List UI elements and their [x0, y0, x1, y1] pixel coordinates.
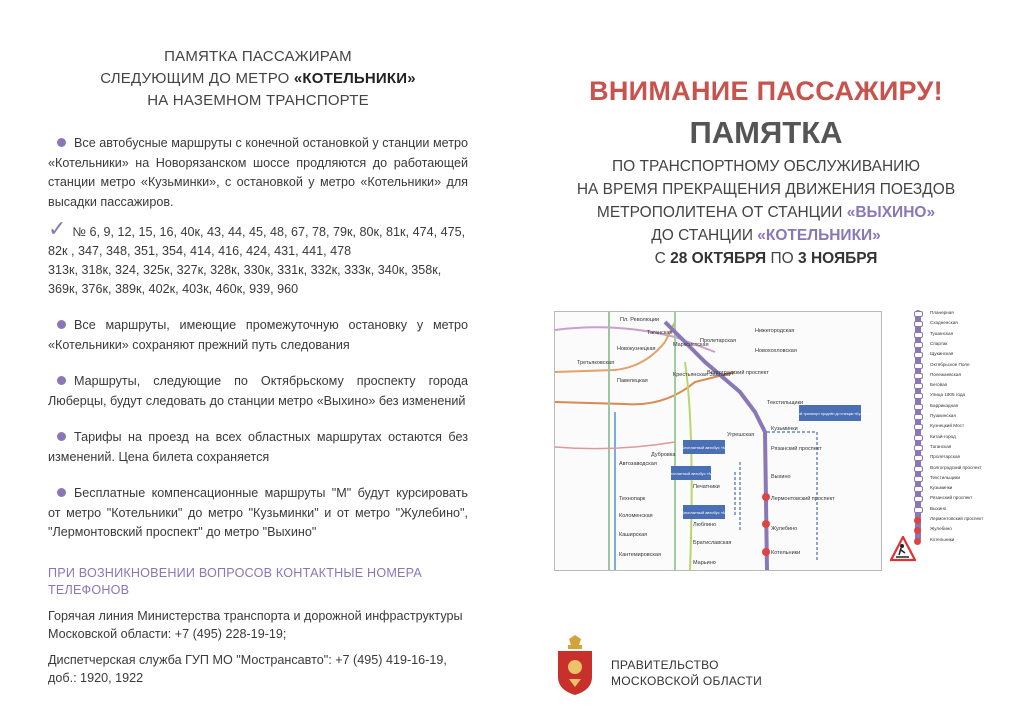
station-name: Сходненская	[930, 320, 958, 326]
map-label: Печатники	[693, 484, 720, 490]
dates-prefix: С	[654, 250, 671, 267]
map-label: Братиславская	[693, 540, 732, 546]
map-label: Лермонтовский проспект	[771, 496, 835, 502]
map-label: Каширская	[619, 532, 648, 538]
station-name: Жулебино	[930, 526, 952, 532]
map-label: Люблино	[693, 522, 717, 528]
station-kotelniki: «КОТЕЛЬНИКИ»	[757, 227, 881, 244]
station-name: Беговая	[930, 382, 948, 388]
map-label: Дубровка	[651, 452, 676, 458]
list-item	[48, 428, 468, 467]
station-marker	[914, 321, 923, 327]
station-marker	[914, 455, 923, 461]
oblast-bus-label: Областной транспорт продлён до станции «Кузьминки»	[784, 412, 876, 416]
government-logo-block	[555, 635, 785, 695]
map-label: Автозаводская	[619, 461, 657, 467]
station-name: Пролетарская	[930, 454, 961, 460]
line-scheme	[912, 308, 1020, 578]
attention-heading: ВНИМАНИЕ ПАССАЖИРУ!	[589, 76, 943, 106]
repair-works-icon	[890, 536, 916, 562]
map-label: Пролетарская	[700, 338, 736, 344]
gov-line2: МОСКОВСКОЙ ОБЛАСТИ	[611, 674, 763, 688]
bullet-icon	[57, 432, 66, 441]
subtitle-line4-prefix: ДО СТАНЦИИ	[651, 227, 758, 244]
subtitle-dates	[555, 247, 977, 270]
station-name: Полежаевская	[930, 371, 961, 377]
item-text: Все автобусные маршруты с конечной остановкой у станции метро «Котельники» на Новорязанском шоссе продляются до работающей станции метро «Кузьминки», с остановкой у метро «Котельники» для высадки пассажиров.	[48, 136, 468, 209]
station-marker	[914, 373, 923, 379]
map-label: Марьино	[693, 560, 716, 566]
date-end: 3 НОЯБРЯ	[798, 250, 878, 267]
station-name: Планерная	[930, 310, 954, 315]
gov-line1: ПРАВИТЕЛЬСТВО	[611, 658, 719, 672]
station-marker	[914, 414, 923, 420]
item-text: Все маршруты, имеющие промежуточную остановку у метро «Котельники» сохраняют прежний путь следования	[48, 318, 468, 352]
bus-sign-label: Бесплатный автобус «М»	[681, 445, 729, 450]
station-marker	[914, 342, 923, 348]
list-item	[48, 134, 468, 212]
memo-heading: ПАМЯТКА	[689, 115, 843, 150]
station-marker	[914, 507, 923, 513]
right-column	[555, 76, 977, 270]
map-label: Новохохловская	[755, 348, 797, 354]
station-name: Лермонтовский проспект	[930, 516, 984, 521]
metro-map	[554, 311, 882, 571]
metro-map-svg	[555, 312, 881, 570]
station-name: Котельники	[930, 536, 955, 542]
map-label: Пл. Революции	[620, 317, 660, 323]
list-item	[48, 484, 468, 543]
left-column	[48, 46, 468, 687]
station-marker	[914, 363, 923, 369]
station-name: Рязанский проспект	[930, 495, 973, 501]
station-marker	[914, 424, 923, 430]
station-name: Таганская	[930, 443, 952, 449]
subtitle-line3	[555, 201, 977, 224]
station-name: Кузнецкий Мост	[930, 423, 965, 429]
map-label: Третьяковская	[577, 360, 615, 366]
station-marker	[914, 393, 923, 399]
map-label: Кузьминки	[771, 426, 798, 432]
bullet-icon	[57, 488, 66, 497]
moscow-oblast-emblem-icon	[555, 635, 595, 695]
map-label: Марксистская	[673, 342, 709, 348]
routes-line2: 313к, 318к, 324, 325к, 327к, 328к, 330к, 331к, 332к, 333к, 340к, 358к, 369к, 376к, 389к, 402к, 403к, 460к, 939, 960	[48, 263, 442, 296]
memo-title-line3: НА НАЗЕМНОМ ТРАНСПОРТЕ	[147, 92, 369, 109]
map-label: Кантемировская	[619, 552, 661, 558]
station-name: Тушинская	[930, 330, 954, 336]
map-label: Угрешская	[727, 432, 755, 438]
station-name: Пушкинская	[930, 413, 956, 418]
station-name: Кузьминки	[930, 485, 953, 491]
station-marker	[914, 486, 923, 492]
subtitle-line3-prefix: МЕТРОПОЛИТЕНА ОТ СТАНЦИИ	[596, 204, 847, 221]
bullet-icon	[57, 320, 66, 329]
memo-title	[48, 46, 468, 112]
map-label: Волгоградский проспект	[707, 370, 769, 376]
bus-sign-label: Бесплатный автобус «М»	[667, 471, 715, 476]
bullet-icon	[57, 138, 66, 147]
routes-line1-text: № 6, 9, 12, 15, 16, 40к, 43, 44, 45, 48, 67, 78, 79к, 80к, 81к, 474, 475, 82к , 347, 348, 351, 354, 414, 416, 424, 431, 441, 478	[48, 225, 466, 258]
item-text: Маршруты, следующие по Октябрьскому проспекту города Люберцы, будут следовать до станции метро «Выхино» без изменений	[48, 374, 468, 408]
station-marker	[914, 445, 923, 451]
station-name: Баррикадная	[930, 402, 959, 408]
station-marker	[914, 466, 923, 472]
item-text: Бесплатные компенсационные маршруты "М" будут курсировать от метро "Котельники" до метро "Кузьминки" и от метро "Жулебино", "Лермонтовский проспект" до метро "Выхино"	[48, 486, 468, 539]
map-label: Таганская	[647, 330, 673, 336]
dates-mid: ПО	[766, 250, 799, 267]
date-start: 28 ОКТЯБРЯ	[670, 250, 767, 267]
memo-title-line2	[48, 68, 468, 90]
closed-station-icon	[914, 517, 921, 524]
government-name	[611, 657, 762, 689]
station-marker	[914, 383, 923, 389]
closed-station-icon	[762, 493, 770, 501]
map-label: Нижегородская	[755, 328, 795, 334]
memo-title-station: «КОТЕЛЬНИКИ»	[293, 70, 416, 87]
routes-line1	[48, 216, 468, 261]
closed-station-icon	[762, 520, 770, 528]
station-name: Щукинская	[930, 351, 954, 357]
station-name: Улица 1905 года	[930, 392, 966, 398]
bus-sign-label: Бесплатный автобус «М»	[681, 510, 729, 515]
info-list	[48, 134, 468, 543]
subtitle-line2: НА ВРЕМЯ ПРЕКРАЩЕНИЯ ДВИЖЕНИЯ ПОЕЗДОВ	[576, 181, 956, 198]
station-name: Волгоградский проспект	[930, 464, 982, 470]
checkmark-icon: ✓	[48, 216, 67, 241]
station-marker	[914, 332, 923, 338]
station-name: Спартак	[930, 340, 948, 346]
memo-title-line2-prefix: СЛЕДУЮЩИМ ДО МЕТРО	[100, 70, 294, 87]
map-label: Новокузнецкая	[617, 346, 656, 352]
station-vykhino: «ВЫХИНО»	[846, 204, 936, 221]
item-text: Тарифы на проезд на всех областных маршрутах остаются без изменений. Цена билета сохраняется	[48, 430, 468, 464]
map-label: Выхино	[771, 474, 791, 480]
list-item	[48, 372, 468, 411]
map-label: Котельники	[771, 550, 801, 556]
station-name: Китай-город	[930, 433, 956, 439]
subtitle-line1: ПО ТРАНСПОРТНОМУ ОБСЛУЖИВАНИЮ	[612, 158, 920, 175]
map-label: Рязанский проспект	[771, 446, 822, 452]
subtitle-line4	[555, 224, 977, 247]
station-name: Октябрьское Поле	[930, 361, 970, 367]
routes-list	[48, 216, 468, 299]
list-item	[48, 316, 468, 355]
station-marker	[914, 435, 923, 441]
memo-title-line1: ПАМЯТКА ПАССАЖИРАМ	[164, 48, 352, 65]
closed-station-icon	[762, 548, 770, 556]
station-marker	[914, 476, 923, 482]
station-marker	[914, 352, 923, 358]
contacts-heading: ПРИ ВОЗНИКНОВЕНИИ ВОПРОСОВ КОНТАКТНЫЕ НОМЕРА ТЕЛЕФОНОВ	[48, 565, 422, 597]
bullet-icon	[57, 376, 66, 385]
memo-subtitle	[555, 155, 977, 270]
map-label: Павелецкая	[617, 378, 648, 384]
station-marker	[914, 404, 923, 410]
station-marker	[914, 311, 923, 317]
station-name: Текстильщики	[930, 474, 961, 480]
map-label: Крестьянская Застава	[673, 372, 730, 378]
map-label: Технопарк	[619, 496, 646, 502]
map-label: Коломенская	[619, 513, 653, 519]
contact-dispatch: Диспетчерская служба ГУП МО "Мострансавто": +7 (495) 419-16-19, доб.: 1920, 1922	[48, 652, 447, 685]
station-marker	[914, 496, 923, 502]
map-label: Текстильщики	[767, 400, 804, 406]
contact-hotline: Горячая линия Министерства транспорта и дорожной инфраструктуры Московской области: +7 (495) 228-19-19;	[48, 608, 463, 641]
station-name: Выхино	[930, 505, 947, 511]
map-label: Жулебино	[771, 526, 798, 532]
